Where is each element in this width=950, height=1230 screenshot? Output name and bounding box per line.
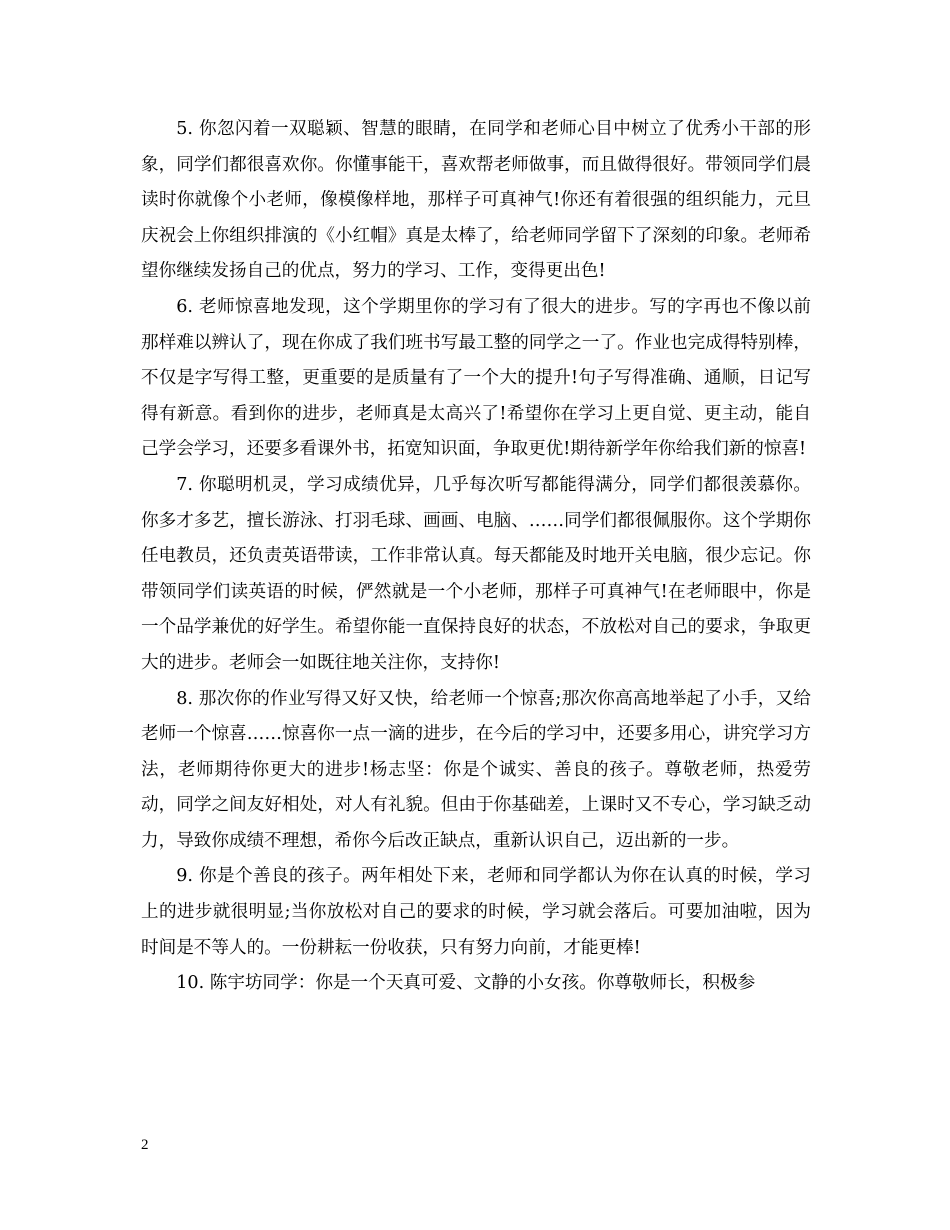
paragraph-8: 8. 那次你的作业写得又好又快，给老师一个惊喜;那次你高高地举起了小手，又给老师一个惊喜……惊喜你一点一滴的进步，在今后的学习中，还要多用心，讲究学习方法，老师期待你更大的进步!杨志坚：你是个诚实、善良的孩子。尊敬老师，热爱劳动，同学之间友好相处，对人有礼貌。但由于你基础差，上课时又不专心，学习缺乏动力，导致你成绩不理想，希你今后改正缺点，重新认识自己，迈出新的一步。 [141, 688, 811, 851]
paragraph-6: 6. 老师惊喜地发现，这个学期里你的学习有了很大的进步。写的字再也不像以前那样难以辨认了，现在你成了我们班书写最工整的同学之一了。作业也完成得特别棒，不仅是字写得工整，更重要的是质量有了一个大的提升!句子写得准确、通顺，日记写得有新意。看到你的进步，老师真是太高兴了!希望你在学习上更自觉、更主动，能自己学会学习，还要多看课外书，拓宽知识面，争取更优!期待新学年你给我们新的惊喜! [141, 296, 811, 460]
page-number: 2 [141, 1137, 149, 1153]
paragraph-5: 5. 你忽闪着一双聪颖、智慧的眼睛，在同学和老师心目中树立了优秀小干部的形象，同学们都很喜欢你。你懂事能干，喜欢帮老师做事，而且做得很好。带领同学们晨读时你就像个小老师，像模像样地，那样子可真神气!你还有着很强的组织能力，元旦庆祝会上你组织排演的《小红帽》真是太棒了，给老师同学留下了深刻的印象。老师希望你继续发扬自己的优点，努力的学习、工作，变得更出色! [141, 119, 811, 282]
paragraph-9: 9. 你是个善良的孩子。两年相处下来，老师和同学都认为你在认真的时候，学习上的进步就很明显;当你放松对自己的要求的时候，学习就会落后。可要加油啦，因为时间是不等人的。一份耕耘一份收获，只有努力向前，才能更棒! [141, 866, 811, 958]
paragraph-7: 7. 你聪明机灵，学习成绩优异，几乎每次听写都能得满分，同学们都很羡慕你。你多才多艺，擅长游泳、打羽毛球、画画、电脑、……同学们都很佩服你。这个学期你任电教员，还负责英语带读，工作非常认真。每天都能及时地开关电脑，很少忘记。你带领同学们读英语的时候，俨然就是一个小老师，那样子可真神气!在老师眼中，你是一个品学兼优的好学生。希望你能一直保持良好的状态，不放松对自己的要求，争取更大的进步。老师会一如既往地关注你，支持你! [141, 474, 811, 673]
paragraph-10: 10. 陈宇坊同学：你是一个天真可爱、文静的小女孩。你尊敬师长，积极参 [176, 973, 756, 994]
document-body [141, 112, 811, 1002]
